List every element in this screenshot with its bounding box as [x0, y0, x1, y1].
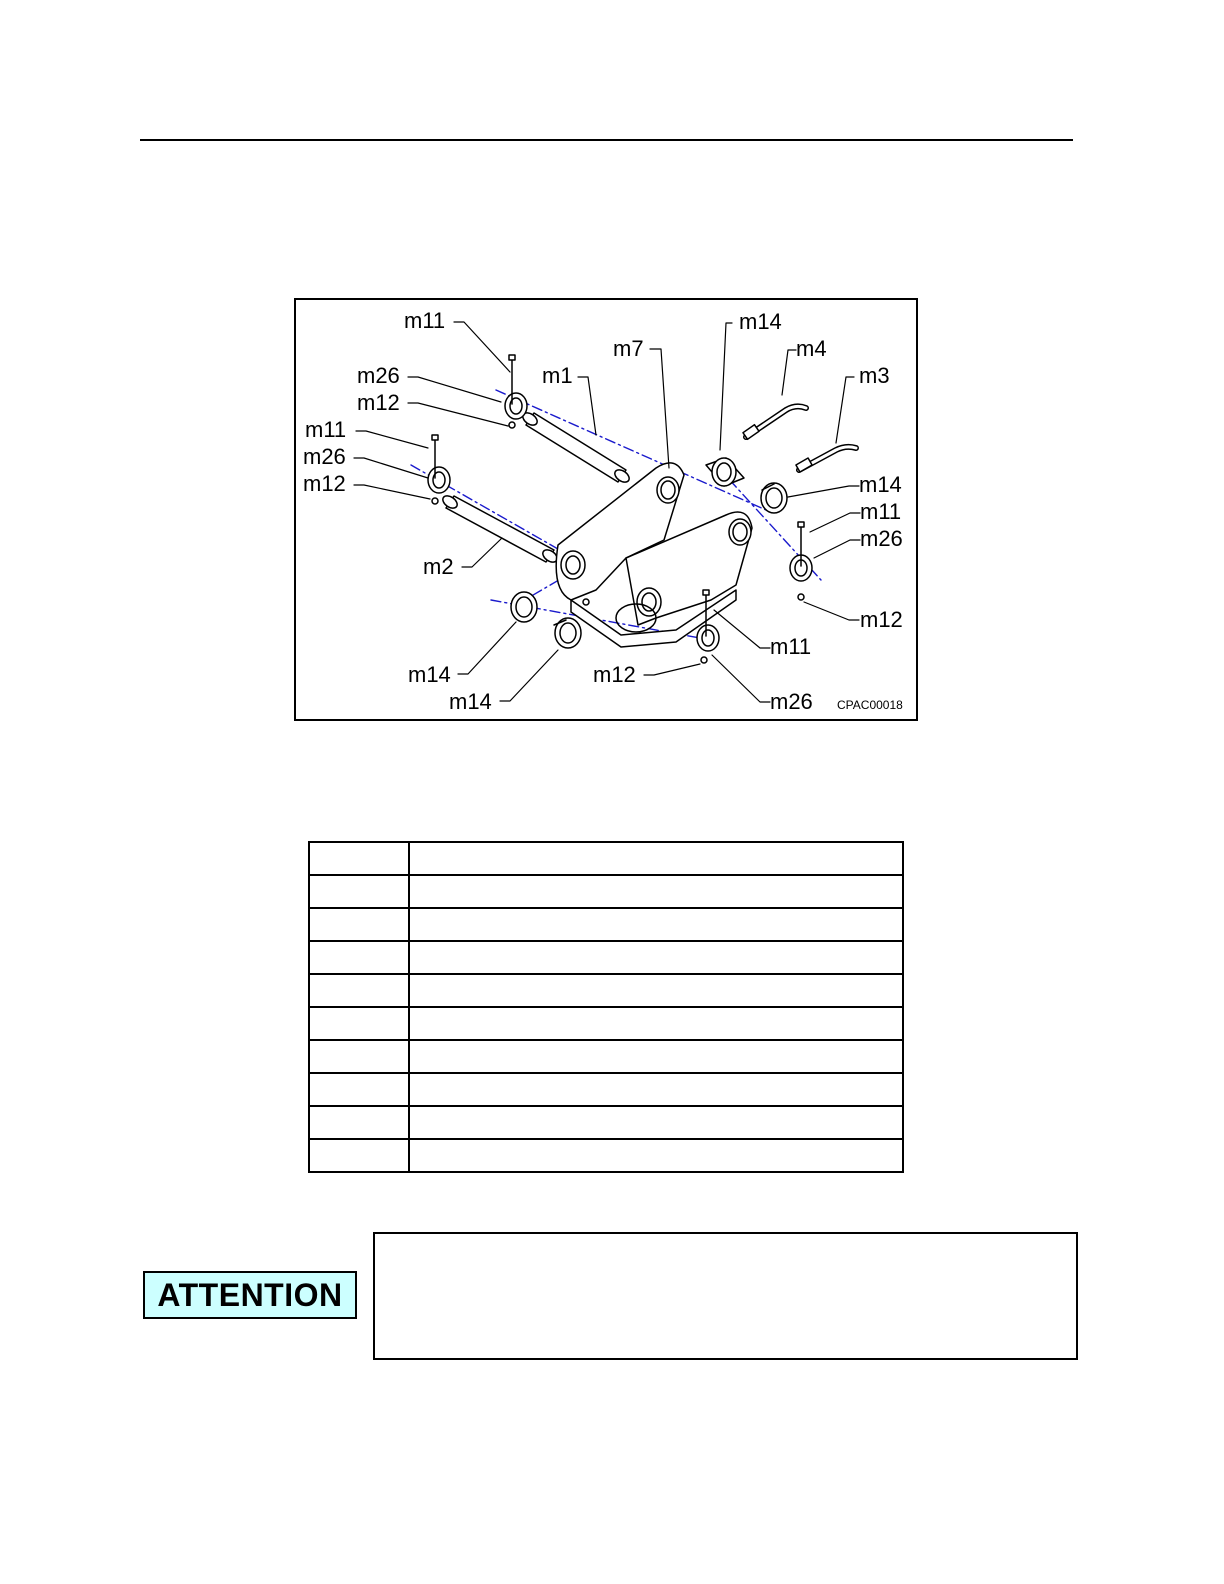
bushing-m14-right [761, 483, 787, 513]
callout-m11-left: m11 [305, 417, 347, 442]
pin-m2 [441, 493, 560, 564]
callout-m7: m7 [613, 336, 644, 361]
table-cell-item [309, 1040, 409, 1073]
bushing-m14-top [706, 458, 744, 486]
table-row [309, 1073, 903, 1106]
attention-box [373, 1232, 1078, 1360]
callout-m12-bottom: m12 [593, 662, 636, 687]
callout-m26-bottom: m26 [770, 689, 813, 714]
collar-m26-right [790, 522, 812, 600]
table-cell-description [409, 842, 903, 875]
collar-m26-left [428, 435, 450, 504]
hose-m4 [743, 406, 806, 439]
table-row [309, 941, 903, 974]
table-row [309, 1007, 903, 1040]
table-cell-item [309, 1007, 409, 1040]
table-cell-description [409, 1040, 903, 1073]
table-row [309, 1040, 903, 1073]
callout-m14-bottom-1: m14 [408, 662, 451, 687]
table-cell-item [309, 1073, 409, 1106]
bushing-m14-bottom-left-1 [511, 592, 537, 622]
table-cell-item [309, 875, 409, 908]
table-row [309, 1139, 903, 1172]
pin-m1 [521, 410, 632, 484]
parts-table [308, 841, 904, 1173]
figure-code: CPAC00018 [837, 698, 903, 712]
table-row [309, 908, 903, 941]
callout-m26-top: m26 [357, 363, 400, 388]
callout-m11-top: m11 [404, 308, 446, 333]
table-cell-item [309, 1106, 409, 1139]
table-cell-item [309, 1139, 409, 1172]
callout-m26-left: m26 [303, 444, 346, 469]
table-cell-description [409, 974, 903, 1007]
callout-m26-right: m26 [860, 526, 903, 551]
callout-m11-bottom: m11 [770, 634, 812, 659]
table-row [309, 875, 903, 908]
table-cell-description [409, 1007, 903, 1040]
table-cell-description [409, 1139, 903, 1172]
callout-m14-right: m14 [859, 472, 902, 497]
table-cell-item [309, 842, 409, 875]
callout-m2: m2 [423, 554, 454, 579]
table-cell-description [409, 908, 903, 941]
table-cell-description [409, 875, 903, 908]
hose-m3 [796, 447, 856, 472]
table-cell-description [409, 1073, 903, 1106]
table-cell-item [309, 974, 409, 1007]
table-row [309, 1106, 903, 1139]
exploded-parts-figure [294, 298, 918, 721]
callout-m1: m1 [542, 363, 573, 388]
table-cell-item [309, 908, 409, 941]
callout-m3: m3 [859, 363, 890, 388]
table-row [309, 842, 903, 875]
table-cell-description [409, 1106, 903, 1139]
table-row [309, 974, 903, 1007]
attention-label: ATTENTION [143, 1271, 357, 1319]
table-cell-item [309, 941, 409, 974]
callout-m12-left: m12 [303, 471, 346, 496]
callout-m12-right: m12 [860, 607, 903, 632]
callout-m14-top: m14 [739, 309, 782, 334]
callout-m11-right: m11 [860, 499, 902, 524]
header-rule [140, 139, 1073, 141]
callout-m12-top: m12 [357, 390, 400, 415]
bushing-m14-bottom-left-2 [554, 618, 581, 648]
callout-m4: m4 [796, 336, 827, 361]
table-cell-description [409, 941, 903, 974]
callout-m14-bottom-2: m14 [449, 689, 492, 714]
